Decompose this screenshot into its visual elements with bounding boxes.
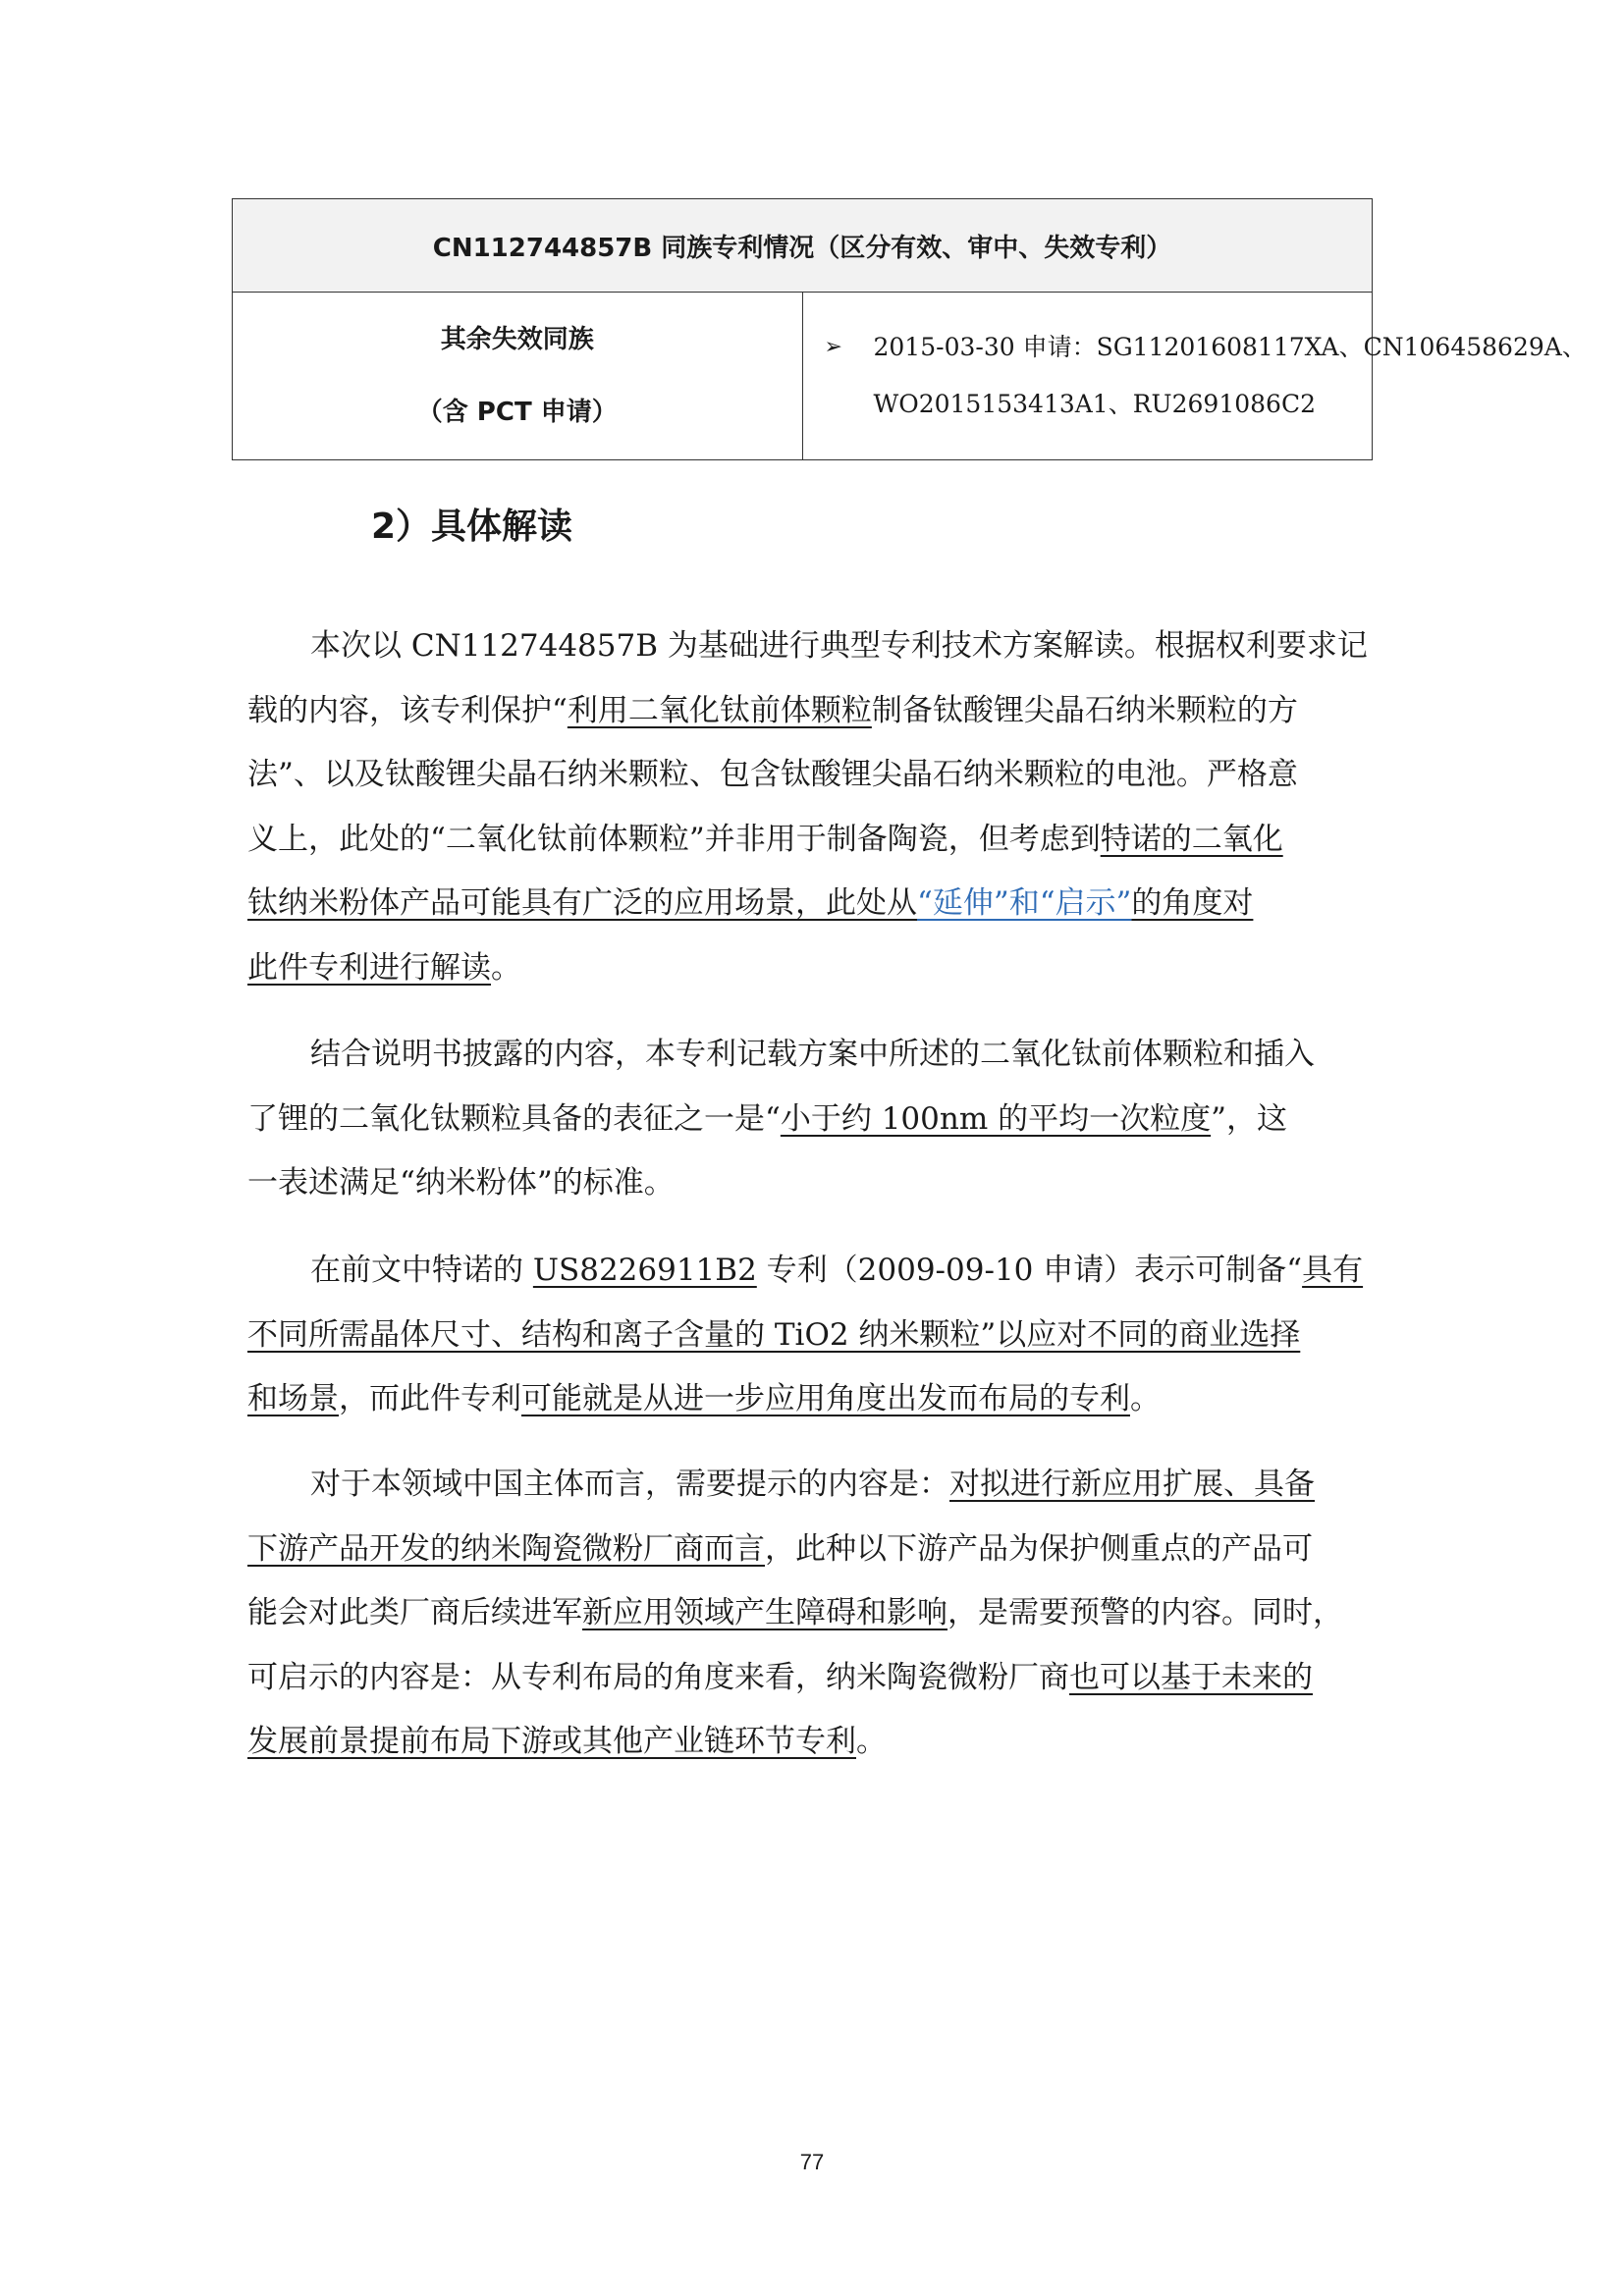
paragraph-3: 在前文中特诺的 US8226911B2 专利（2009-09-10 申请）表示可制备“具有 不同所需晶体尺寸、结构和离子含量的 TiO2 纳米颗粒”以应对不同的商业选择 和场景，而此件专利可能就是从进一步应用角度出发而布局的专利。 [247,1253,1364,1416]
arrow-bullet-icon: ➢ [824,335,842,359]
paragraph-4: 对于本领域中国主体而言，需要提示的内容是：对拟进行新应用扩展、具备 下游产品开发的纳米陶瓷微粉厂商而言，此种以下游产品为保护侧重点的产品可 能会对此类厂商后续进军新应用领域产生障碍和影响，是需要预警的内容。同时， 可启示的内容是：从专利布局的角度来看，纳米陶瓷微粉厂商也可以基于未来的 发展前景提前布局下游或其他产业链环节专利。 [247,1467,1343,1759]
patent-family-table [232,198,1587,460]
table-row-label [233,293,803,460]
table-header: CN112744857B 同族专利情况（区分有效、审中、失效专利） [233,199,1373,293]
paragraph-2: 结合说明书披露的内容，本专利记载方案中所述的二氧化钛前体颗粒和插入 了锂的二氧化钛颗粒具备的表征之一是“小于约 100nm 的平均一次粒度”，这 一表述满足“纳米粉体”的标准。 [247,1037,1315,1201]
table-row-content [802,293,1587,460]
label-line-2: （含 PCT 申请） [416,398,618,427]
section-heading: 2）具体解读 [371,507,573,547]
content-line-1: 2015-03-30 申请：SG11201608117XA、CN106458629A、 [873,333,1587,361]
paragraph-1: 本次以 CN112744857B 为基础进行典型专利技术方案解读。根据权利要求记 载的内容，该专利保护“利用二氧化钛前体颗粒制备钛酸锂尖晶石纳米颗粒的方 法”、以及钛酸锂尖晶石纳米颗粒、包含钛酸锂尖晶石纳米颗粒的电池。严格意 义上，此处的“二氧化钛前体颗粒”并非用于制备陶瓷，但考虑到特诺的二氧化 钛纳米粉体产品可能具有广泛的应用场景，此处从“延伸”和“启示”的角度对 此件专利进行解读。 [247,628,1368,986]
highlight-text: “延伸”和“启示” [917,885,1132,921]
content-line-2: WO2015153413A1、RU2691086C2 [873,390,1316,418]
label-line-1: 其余失效同族 [440,325,594,354]
page-number: 77 [799,2150,825,2174]
